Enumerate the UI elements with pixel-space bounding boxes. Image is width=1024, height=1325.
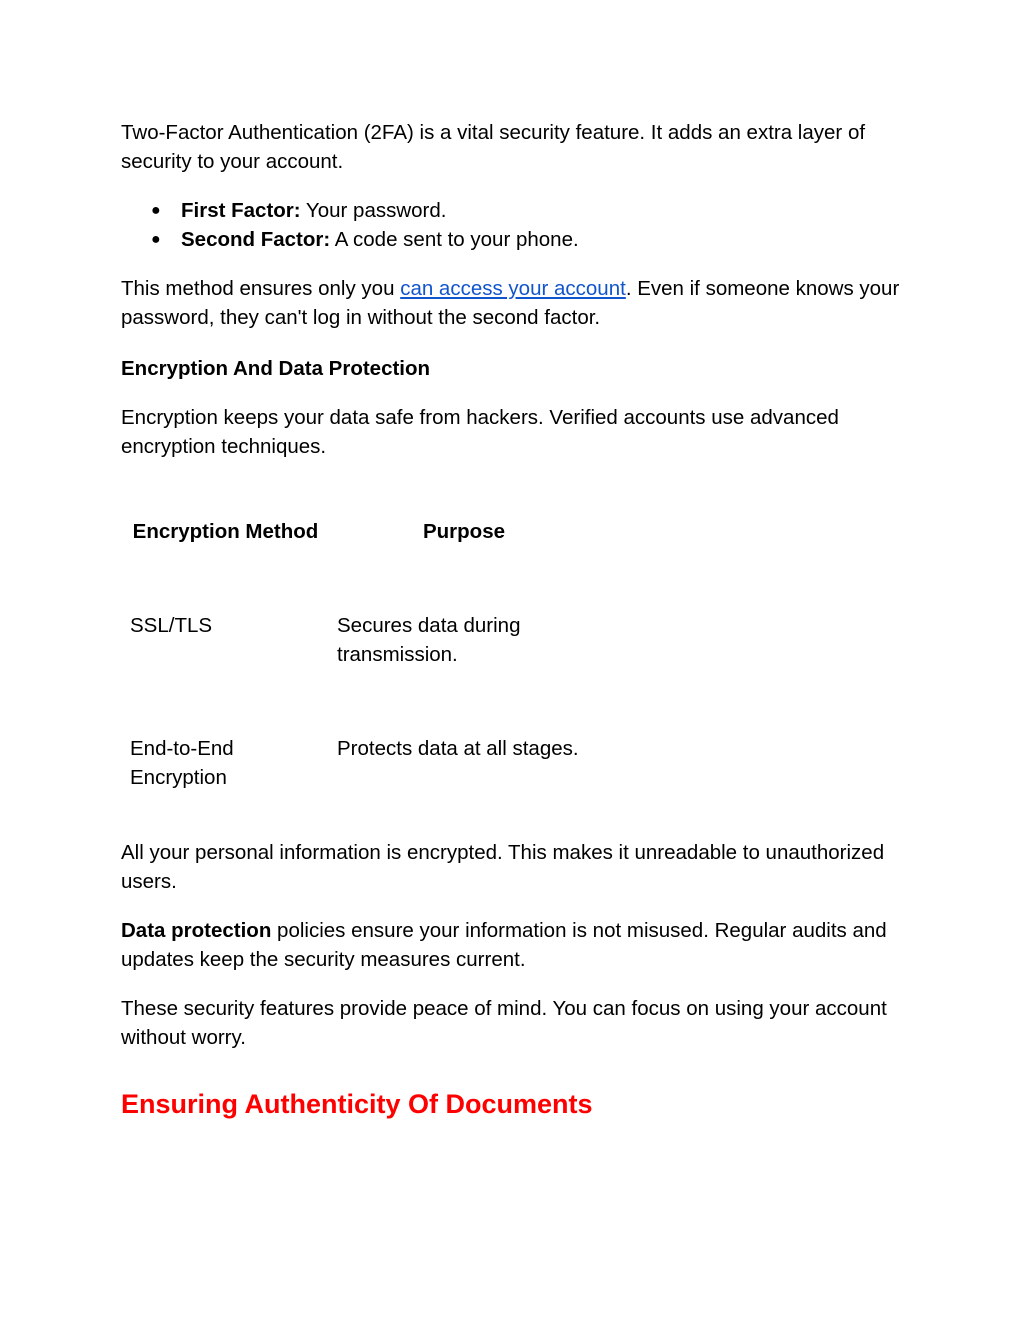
first-factor-label: First Factor:: [181, 199, 301, 222]
second-factor-text: A code sent to your phone.: [330, 228, 579, 251]
factors-list: [121, 196, 911, 254]
account-access-link[interactable]: can access your account: [400, 277, 626, 300]
method-paragraph: [121, 274, 911, 332]
data-protection-text: policies ensure your information is not misused. Regular audits and updates keep the security measures current.: [121, 919, 887, 971]
section-heading: Ensuring Authenticity Of Documents: [121, 1089, 593, 1119]
data-protection-bold: Data protection: [121, 919, 272, 942]
bullet-icon: ●: [151, 231, 161, 248]
header-encryption-method: Encryption Method: [132, 520, 319, 543]
first-factor-text: Your password.: [300, 199, 447, 222]
method-text-before: This method ensures only you: [121, 277, 401, 300]
second-factor-label: Second Factor:: [181, 228, 331, 251]
table-cell-purpose: Protects data at all stages.: [337, 737, 579, 760]
personal-info-paragraph: All your personal information is encrypted. This makes it unreadable to unauthorized users.: [121, 841, 885, 893]
encryption-heading: Encryption And Data Protection: [121, 357, 431, 380]
table-row: [122, 726, 599, 849]
table-cell-method: SSL/TLS: [130, 614, 213, 637]
intro-paragraph: Two-Factor Authentication (2FA) is a vital security feature. It adds an extra layer of security to your account.: [121, 121, 866, 173]
table-cell-method: End-to-End Encryption: [130, 737, 234, 789]
data-protection-paragraph: [121, 916, 911, 974]
table-header-row: [122, 509, 599, 603]
peace-of-mind-paragraph: These security features provide peace of mind. You can focus on using your account without worry.: [121, 997, 887, 1049]
list-item-first-factor: [121, 196, 911, 225]
document-page: [121, 118, 911, 1121]
list-item-second-factor: [121, 225, 911, 254]
encryption-intro-paragraph: Encryption keeps your data safe from hackers. Verified accounts use advanced encryption techniques.: [121, 406, 839, 458]
method-text-after: . Even if someone knows your password, they can't log in without the second factor.: [121, 277, 900, 329]
table-cell-purpose: Secures data during transmission.: [337, 614, 521, 666]
encryption-table: [122, 509, 599, 849]
table-row: [122, 603, 599, 726]
bullet-icon: ●: [151, 202, 161, 219]
header-purpose: Purpose: [422, 520, 506, 543]
